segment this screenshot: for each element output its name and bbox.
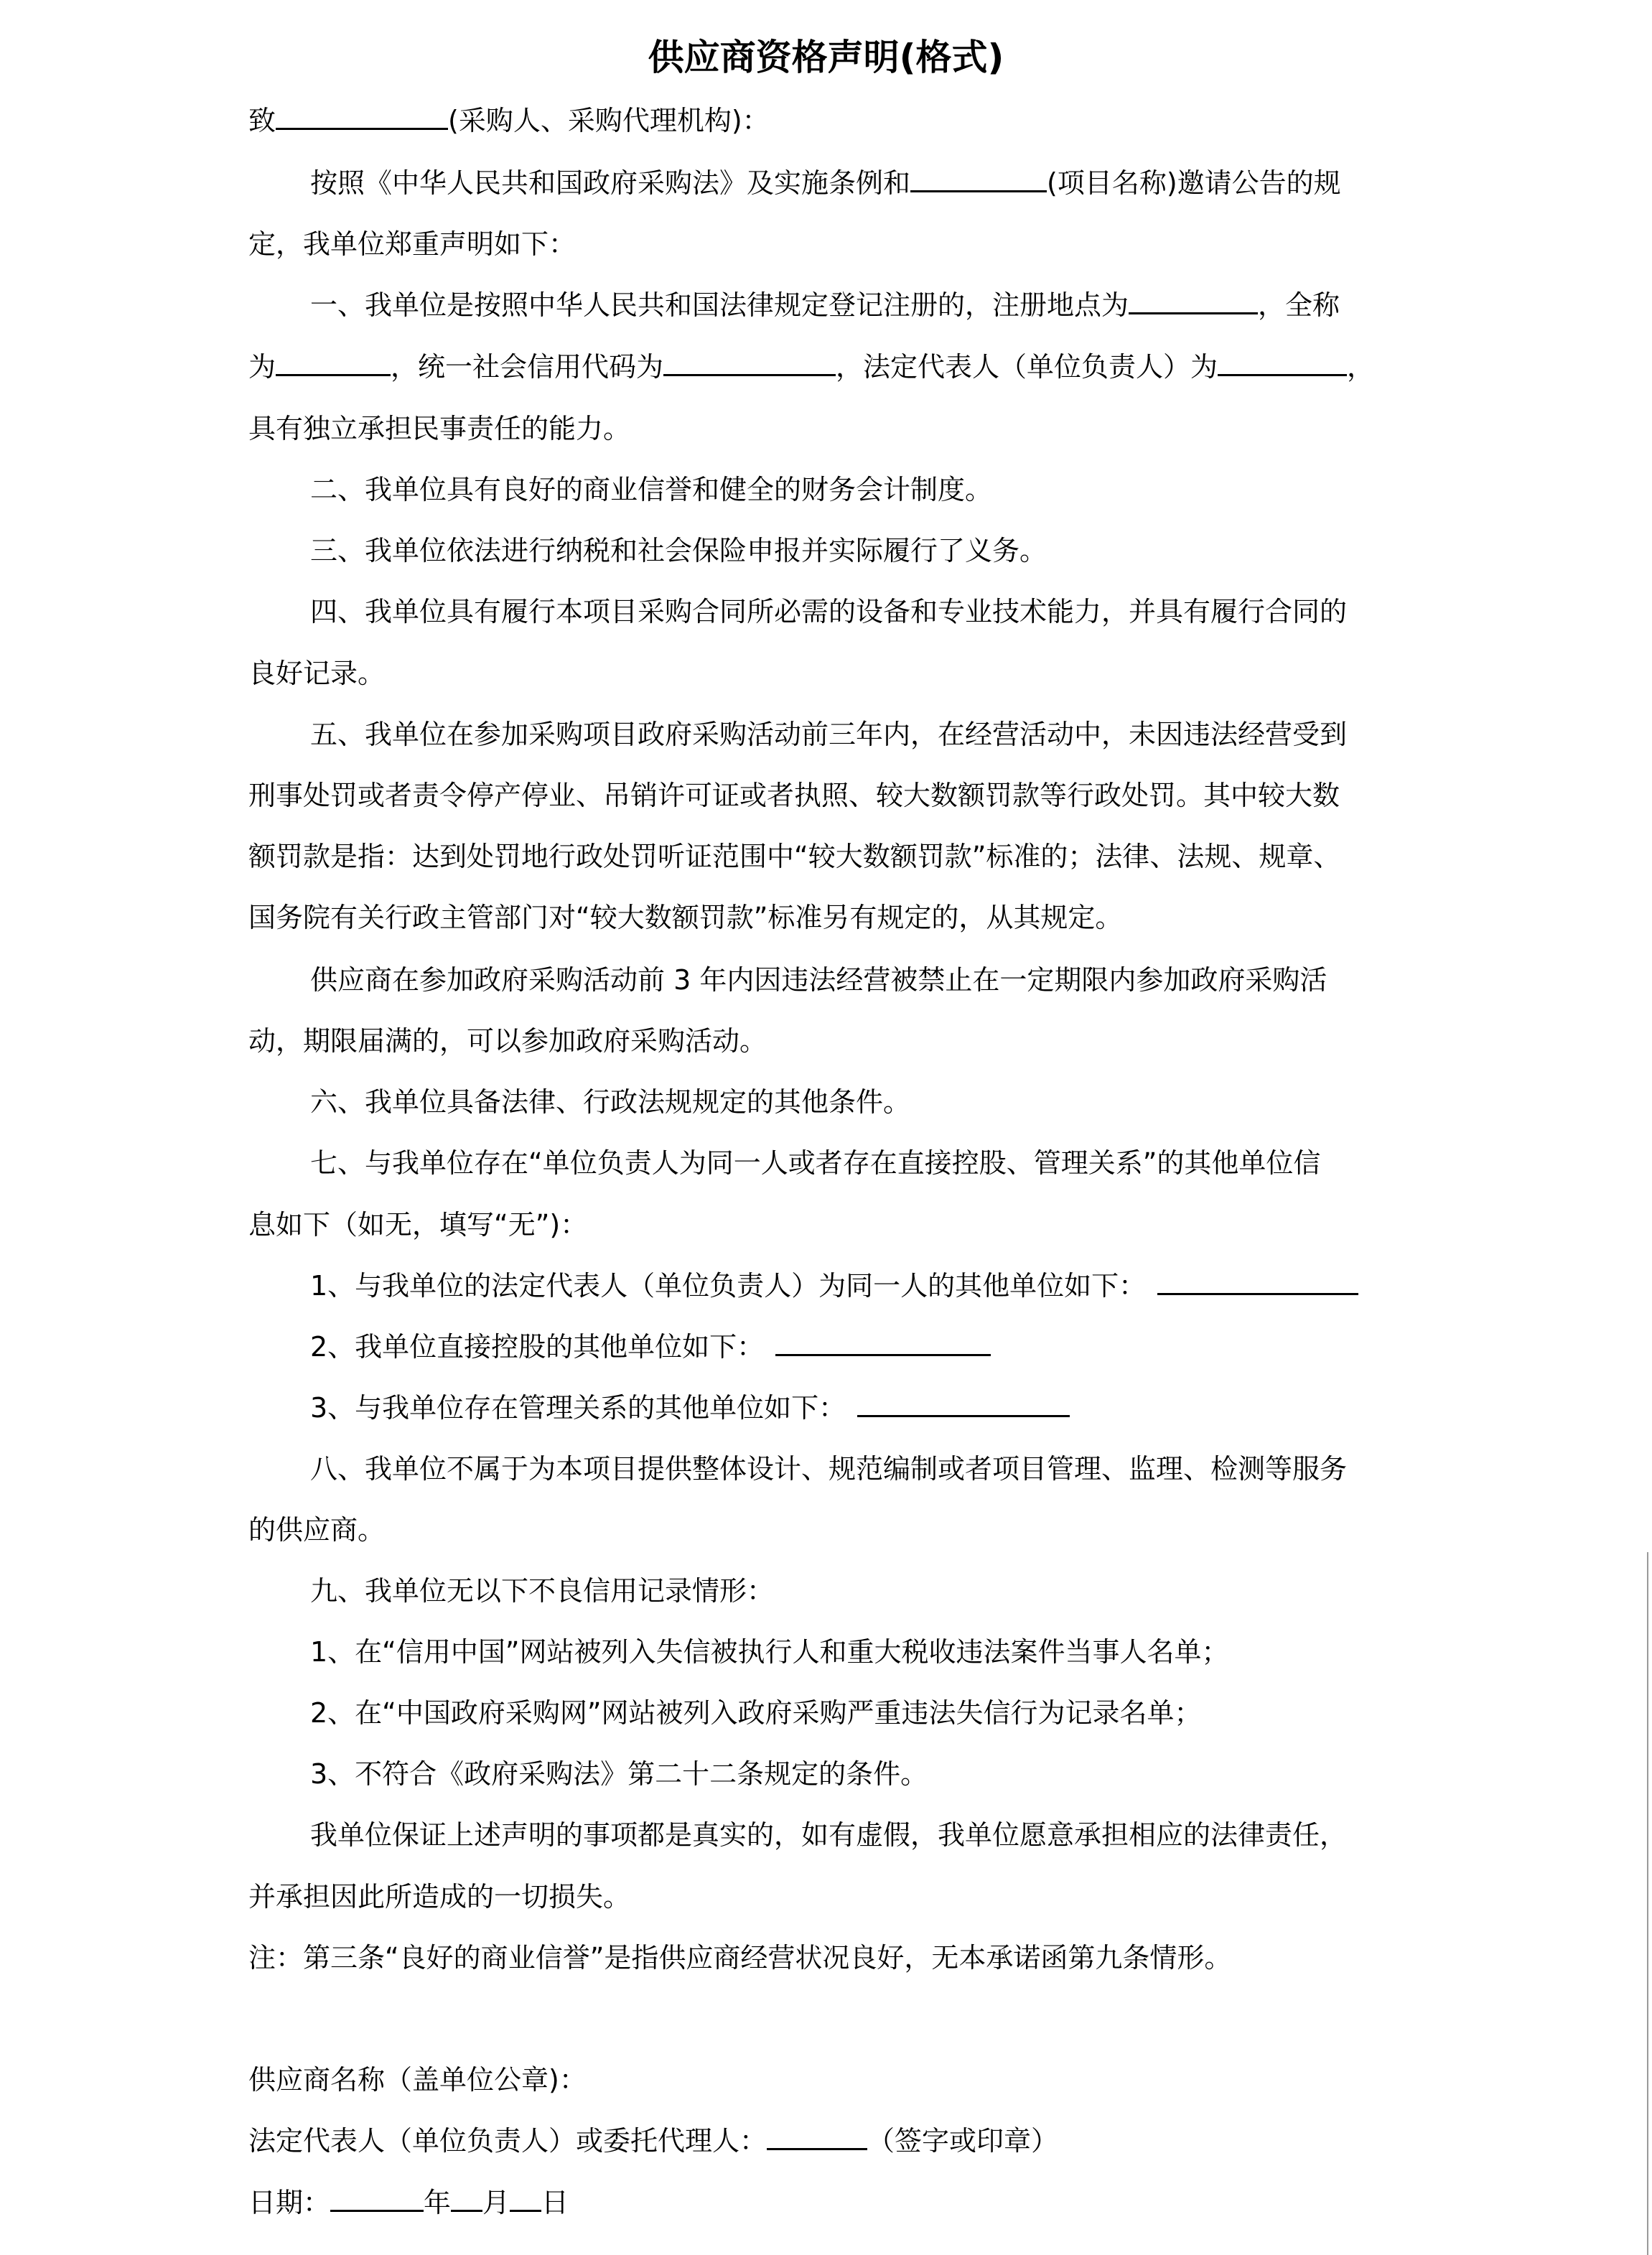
- blank-field[interactable]: [775, 1331, 991, 1356]
- clause-4-line: 四、我单位具有履行本项目采购合同所必需的设备和专业技术能力，并具有履行合同的: [310, 596, 1348, 627]
- clause-1-line: 为 ，统一社会信用代码为 ，法定代表人（单位负责人）为 ，: [248, 351, 1375, 383]
- blank-field[interactable]: [276, 351, 391, 376]
- blank-field[interactable]: [1157, 1270, 1358, 1295]
- clause-2-line: 二、我单位具有良好的商业信誉和健全的财务会计制度。: [310, 474, 993, 505]
- clause-9-item-3: 3、不符合《政府采购法》第二十二条规定的条件。: [310, 1758, 928, 1790]
- blank-field[interactable]: [857, 1392, 1070, 1417]
- paragraph-line: 定，我单位郑重声明如下：: [248, 228, 577, 260]
- addressee-line: 致 (采购人、采购代理机构)：: [248, 105, 770, 136]
- clause-7-item-1: 1、与我单位的法定代表人（单位负责人）为同一人的其他单位如下：: [310, 1266, 1358, 1306]
- clause-5-line: 刑事处罚或者责令停产停业、吊销许可证或者执照、较大数额罚款等行政处罚。其中较大数: [248, 780, 1340, 811]
- supplier-note-line: 动，期限届满的，可以参加政府采购活动。: [248, 1025, 767, 1057]
- clause-1-line: 一、我单位是按照中华人民共和国法律规定登记注册的，注册地点为 ，全称: [310, 289, 1340, 321]
- clause-9-item-2: 2、在“中国政府采购网”网站被列入政府采购严重违法失信行为记录名单；: [310, 1697, 1202, 1729]
- clause-8-line: 八、我单位不属于为本项目提供整体设计、规范编制或者项目管理、监理、检测等服务: [310, 1453, 1348, 1485]
- clause-5-line: 国务院有关行政主管部门对“较大数额罚款”标准另有规定的，从其规定。: [248, 902, 1123, 933]
- blank-field[interactable]: [276, 105, 448, 130]
- clause-5-line: 五、我单位在参加采购项目政府采购活动前三年内，在经营活动中，未因违法经营受到: [310, 719, 1348, 750]
- supplier-note-line: 供应商在参加政府采购活动前 3 年内因违法经营被禁止在一定期限内参加政府采购活: [310, 964, 1327, 996]
- clause-5-line: 额罚款是指：达到处罚地行政处罚听证范围中“较大数额罚款”标准的；法律、法规、规章、: [248, 841, 1341, 872]
- clause-7-item-3: 3、与我单位存在管理关系的其他单位如下：: [310, 1388, 1070, 1428]
- clause-7-item-2: 2、我单位直接控股的其他单位如下：: [310, 1327, 991, 1367]
- clause-4-line: 良好记录。: [248, 658, 386, 689]
- clause-1-line: 具有独立承担民事责任的能力。: [248, 413, 631, 444]
- day-blank[interactable]: [510, 2187, 541, 2212]
- clause-6-line: 六、我单位具备法律、行政法规规定的其他条件。: [310, 1086, 911, 1118]
- blank-field[interactable]: [910, 167, 1047, 192]
- guarantee-line: 我单位保证上述声明的事项都是真实的，如有虚假，我单位愿意承担相应的法律责任，: [310, 1819, 1348, 1851]
- clause-9-item-1: 1、在“信用中国”网站被列入失信被执行人和重大税收违法案件当事人名单；: [310, 1636, 1229, 1668]
- representative-line: 法定代表人（单位负责人）或委托代理人： （签字或印章）: [248, 2125, 1059, 2157]
- clause-7-line: 息如下（如无，填写“无”)：: [248, 1209, 588, 1241]
- page-edge-line: [1647, 1552, 1648, 2255]
- clause-7-line: 七、与我单位存在“单位负责人为同一人或者存在直接控股、管理关系”的其他单位信: [310, 1147, 1321, 1179]
- signature-blank[interactable]: [767, 2125, 867, 2150]
- blank-field[interactable]: [1129, 289, 1258, 314]
- month-blank[interactable]: [451, 2187, 482, 2212]
- supplier-name-line: 供应商名称（盖单位公章)：: [248, 2064, 587, 2096]
- clause-9-line: 九、我单位无以下不良信用记录情形：: [310, 1575, 775, 1607]
- document-title: 供应商资格声明(格式): [648, 37, 1004, 78]
- clause-3-line: 三、我单位依法进行纳税和社会保险申报并实际履行了义务。: [310, 535, 1047, 566]
- paragraph-line: 按照《中华人民共和国政府采购法》及实施条例和 (项目名称)邀请公告的规: [310, 167, 1341, 199]
- guarantee-line: 并承担因此所造成的一切损失。: [248, 1881, 631, 1913]
- note-line: 注：第三条“良好的商业信誉”是指供应商经营状况良好，无本承诺函第九条情形。: [248, 1942, 1232, 1974]
- year-blank[interactable]: [330, 2187, 424, 2212]
- date-line: 日期： 年 月 日: [248, 2187, 569, 2218]
- clause-8-line: 的供应商。: [248, 1514, 386, 1546]
- blank-field[interactable]: [663, 351, 836, 376]
- blank-field[interactable]: [1218, 351, 1347, 376]
